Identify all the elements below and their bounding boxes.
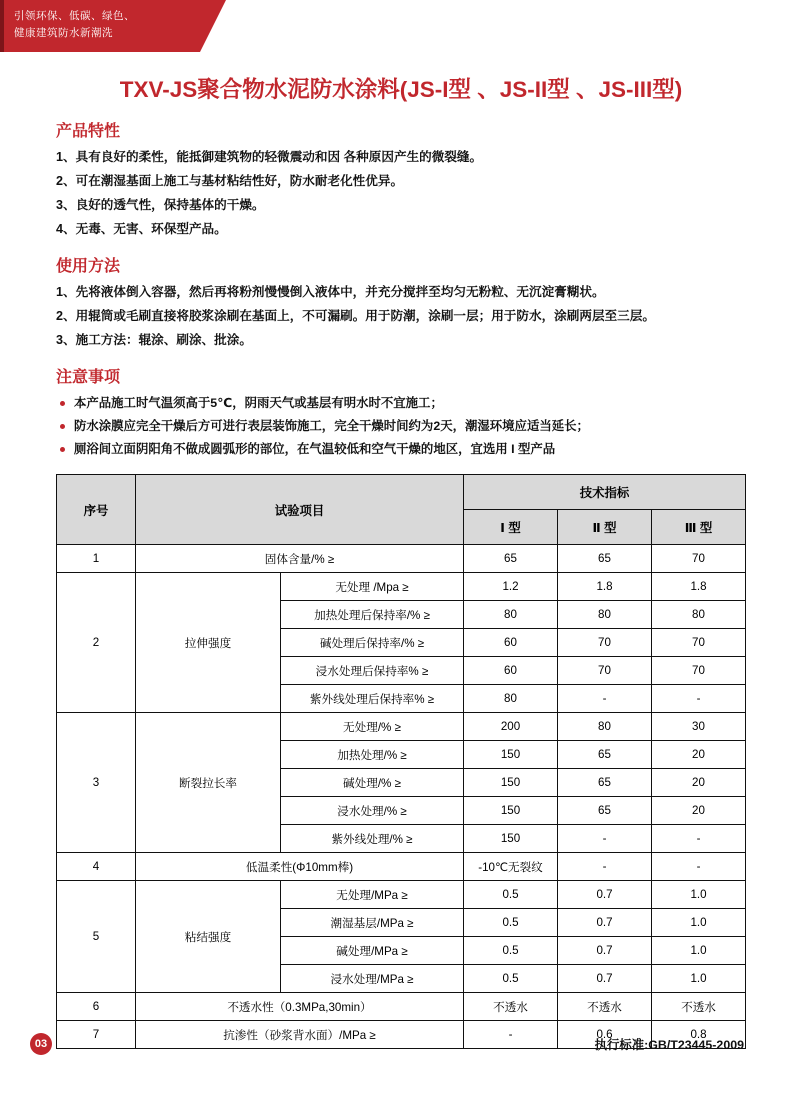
table-body xyxy=(57,545,746,1049)
cell-value-type-2: 80 xyxy=(558,601,652,629)
cell-value-type-2: 65 xyxy=(558,797,652,825)
cell-subitem: 加热处理/% ≥ xyxy=(281,741,464,769)
cell-value-type-3: 1.0 xyxy=(652,909,746,937)
cell-subitem: 碱处理/% ≥ xyxy=(281,769,464,797)
cell-value-type-3: 20 xyxy=(652,769,746,797)
cell-value-type-2: 1.8 xyxy=(558,573,652,601)
cell-value-type-1: 60 xyxy=(464,629,558,657)
cell-value-type-2: 0.7 xyxy=(558,937,652,965)
cell-value-type-3: - xyxy=(652,853,746,881)
list-item: 厕浴间立面阴阳角不做成圆弧形的部位，在气温较低和空气干燥的地区，宜选用 I 型产品 xyxy=(56,439,746,460)
cell-item: 不透水性（0.3MPa,30min） xyxy=(136,993,464,1021)
section-notes xyxy=(56,364,746,460)
cell-value-type-2: 65 xyxy=(558,769,652,797)
cell-value-type-2: 0.6 xyxy=(558,1021,652,1049)
cell-value-type-3: 1.0 xyxy=(652,881,746,909)
cell-value-type-2: - xyxy=(558,853,652,881)
page-title: TXV-JS聚合物水泥防水涂料(JS-I型 、JS-II型 、JS-III型) xyxy=(119,77,683,102)
cell-value-type-2: 0.7 xyxy=(558,965,652,993)
cell-value-type-2: 70 xyxy=(558,629,652,657)
table-row xyxy=(57,545,746,573)
col-spec-group: 技术指标 xyxy=(464,475,746,510)
table-row xyxy=(57,573,746,601)
cell-value-type-3: 70 xyxy=(652,629,746,657)
header-banner xyxy=(0,0,200,52)
cell-value-type-1: 不透水 xyxy=(464,993,558,1021)
usage-line: 3、施工方法：辊涂、刷涂、批涂。 xyxy=(56,333,252,347)
feature-line: 2、可在潮湿基面上施工与基材粘结性好，防水耐老化性优异。 xyxy=(56,174,404,188)
cell-value-type-2: - xyxy=(558,685,652,713)
cell-value-type-3: 80 xyxy=(652,601,746,629)
cell-value-type-1: 150 xyxy=(464,825,558,853)
usage-line: 2、用辊筒或毛刷直接将胶浆涂刷在基面上，不可漏刷。用于防潮，涂刷一层；用于防水，涂刷两层至三层。 xyxy=(56,309,655,323)
cell-subitem: 加热处理后保持率/% ≥ xyxy=(281,601,464,629)
standard-reference: 执行标准:GB/T23445-2009 xyxy=(594,1038,744,1052)
table-row xyxy=(57,853,746,881)
cell-value-type-3: 20 xyxy=(652,741,746,769)
cell-no: 1 xyxy=(57,545,136,573)
cell-no: 2 xyxy=(57,573,136,713)
usage-line: 1、先将液体倒入容器，然后再将粉剂慢慢倒入液体中，并充分搅拌至均匀无粉粒、无沉淀膏糊状。 xyxy=(56,285,605,299)
cell-value-type-2: - xyxy=(558,825,652,853)
cell-value-type-1: 150 xyxy=(464,769,558,797)
section-product-features xyxy=(56,118,746,239)
cell-subitem: 浸水处理后保持率% ≥ xyxy=(281,657,464,685)
cell-value-type-2: 80 xyxy=(558,713,652,741)
cell-subitem: 紫外线处理后保持率% ≥ xyxy=(281,685,464,713)
cell-item: 固体含量/% ≥ xyxy=(136,545,464,573)
feature-line: 3、良好的透气性，保持基体的干燥。 xyxy=(56,198,265,212)
cell-value-type-3: 1.0 xyxy=(652,965,746,993)
spec-table xyxy=(56,474,746,1049)
col-no: 序号 xyxy=(57,475,136,545)
cell-group: 断裂拉长率 xyxy=(136,713,281,853)
cell-value-type-3: - xyxy=(652,825,746,853)
banner-notch xyxy=(200,0,226,52)
cell-subitem: 紫外线处理/% ≥ xyxy=(281,825,464,853)
cell-group: 粘结强度 xyxy=(136,881,281,993)
cell-value-type-1: 0.5 xyxy=(464,965,558,993)
cell-group: 拉伸强度 xyxy=(136,573,281,713)
cell-value-type-1: 0.5 xyxy=(464,881,558,909)
table-row xyxy=(57,881,746,909)
cell-value-type-1: 0.5 xyxy=(464,909,558,937)
cell-value-type-3: 20 xyxy=(652,797,746,825)
cell-value-type-1: 60 xyxy=(464,657,558,685)
cell-value-type-2: 65 xyxy=(558,545,652,573)
cell-subitem: 碱处理后保持率/% ≥ xyxy=(281,629,464,657)
cell-value-type-1: 65 xyxy=(464,545,558,573)
col-type-1: Ⅰ 型 xyxy=(464,510,558,545)
cell-value-type-1: 150 xyxy=(464,797,558,825)
col-type-3: Ⅲ 型 xyxy=(652,510,746,545)
cell-value-type-2: 0.7 xyxy=(558,881,652,909)
cell-subitem: 无处理/% ≥ xyxy=(281,713,464,741)
cell-item: 抗渗性（砂浆背水面）/MPa ≥ xyxy=(136,1021,464,1049)
banner-text xyxy=(14,8,135,42)
section-usage xyxy=(56,253,746,350)
banner-accent-bar xyxy=(0,0,4,52)
section-heading: 使用方法 xyxy=(56,258,121,275)
cell-item: 低温柔性(Φ10mm棒) xyxy=(136,853,464,881)
cell-subitem: 碱处理/MPa ≥ xyxy=(281,937,464,965)
cell-value-type-1: -10℃无裂纹 xyxy=(464,853,558,881)
list-item: 本产品施工时气温须高于5℃，阴雨天气或基层有明水时不宜施工； xyxy=(56,393,746,414)
section-heading: 产品特性 xyxy=(56,123,121,140)
cell-value-type-3: 70 xyxy=(652,657,746,685)
table-header-row xyxy=(57,475,746,510)
cell-value-type-1: 80 xyxy=(464,601,558,629)
cell-value-type-3: - xyxy=(652,685,746,713)
cell-subitem: 浸水处理/MPa ≥ xyxy=(281,965,464,993)
cell-value-type-3: 30 xyxy=(652,713,746,741)
cell-value-type-1: 80 xyxy=(464,685,558,713)
cell-subitem: 浸水处理/% ≥ xyxy=(281,797,464,825)
cell-value-type-1: 1.2 xyxy=(464,573,558,601)
cell-value-type-1: 150 xyxy=(464,741,558,769)
table-row xyxy=(57,713,746,741)
notes-list xyxy=(56,393,746,460)
page-number-badge: 03 xyxy=(30,1033,52,1055)
cell-value-type-1: - xyxy=(464,1021,558,1049)
cell-value-type-3: 1.0 xyxy=(652,937,746,965)
table-head xyxy=(57,475,746,545)
cell-value-type-2: 65 xyxy=(558,741,652,769)
cell-value-type-1: 0.5 xyxy=(464,937,558,965)
cell-value-type-3: 不透水 xyxy=(652,993,746,1021)
banner-line-1: 引领环保、低碳、绿色、 xyxy=(14,10,135,22)
section-heading: 注意事项 xyxy=(56,369,121,386)
cell-subitem: 无处理 /Mpa ≥ xyxy=(281,573,464,601)
cell-value-type-3: 0.8 xyxy=(652,1021,746,1049)
banner-line-2: 健康建筑防水新潮洗 xyxy=(14,27,113,39)
cell-subitem: 潮湿基层/MPa ≥ xyxy=(281,909,464,937)
cell-no: 4 xyxy=(57,853,136,881)
cell-value-type-3: 1.8 xyxy=(652,573,746,601)
feature-line: 1、具有良好的柔性，能抵御建筑物的轻微震动和因 各种原因产生的微裂缝。 xyxy=(56,150,483,164)
col-type-2: Ⅱ 型 xyxy=(558,510,652,545)
cell-subitem: 无处理/MPa ≥ xyxy=(281,881,464,909)
cell-value-type-2: 不透水 xyxy=(558,993,652,1021)
cell-value-type-1: 200 xyxy=(464,713,558,741)
cell-value-type-3: 70 xyxy=(652,545,746,573)
cell-no: 7 xyxy=(57,1021,136,1049)
cell-value-type-2: 70 xyxy=(558,657,652,685)
cell-no: 5 xyxy=(57,881,136,993)
cell-value-type-2: 0.7 xyxy=(558,909,652,937)
list-item: 防水涂膜应完全干燥后方可进行表层装饰施工，完全干燥时间约为2天，潮湿环境应适当延长； xyxy=(56,416,746,437)
col-item: 试验项目 xyxy=(136,475,464,545)
cell-no: 6 xyxy=(57,993,136,1021)
table-row xyxy=(57,993,746,1021)
feature-line: 4、无毒、无害、环保型产品。 xyxy=(56,222,227,236)
page-content xyxy=(56,72,746,1049)
cell-no: 3 xyxy=(57,713,136,853)
